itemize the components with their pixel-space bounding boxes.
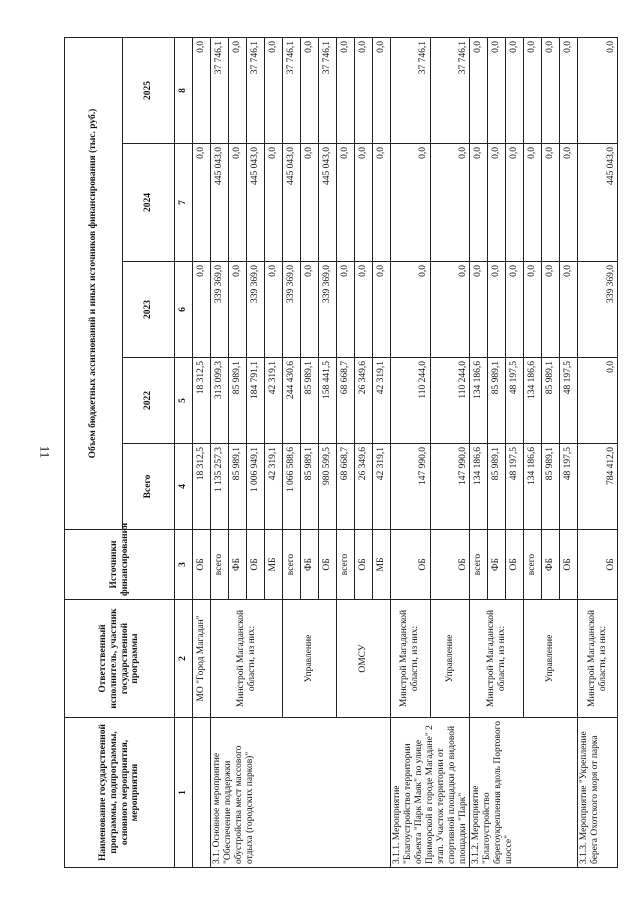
source-cell: всего (337, 530, 355, 600)
source-cell: всего (283, 530, 301, 600)
table-row (211, 37, 229, 867)
y2025-cell: 0,0 (193, 37, 211, 143)
source-cell: ОБ (319, 530, 337, 600)
executor-cell: Управление (524, 600, 578, 718)
source-cell: ОБ (355, 530, 373, 600)
source-cell: ОБ (193, 530, 211, 600)
rotated-sheet (64, 38, 616, 868)
source-cell: ФБ (301, 530, 319, 600)
y2025-cell: 0,0 (506, 37, 524, 143)
y2022-cell: 85 989,1 (229, 358, 247, 444)
header-total: Всего (123, 444, 175, 530)
col-num-4: 4 (175, 444, 193, 530)
y2023-cell: 0,0 (355, 262, 373, 358)
y2022-cell: 18 312,5 (193, 358, 211, 444)
source-cell: всего (524, 530, 542, 600)
col-num-7: 7 (175, 144, 193, 262)
y2023-cell: 0,0 (542, 262, 560, 358)
total-cell: 134 186,6 (470, 444, 488, 530)
header-2025: 2025 (123, 37, 175, 143)
executor-cell: Минстрой Магаданской области, из них: (470, 600, 524, 718)
executor-cell: МО "Город Магадан" (193, 600, 211, 718)
source-cell: всего (470, 530, 488, 600)
landscape-table-wrapper (64, 38, 616, 868)
y2023-cell: 0,0 (373, 262, 391, 358)
source-cell: всего (211, 530, 229, 600)
y2024-cell: 0,0 (430, 144, 470, 262)
executor-cell: Минстрой Магаданской области, из них: (578, 600, 618, 718)
y2025-cell: 37 746,1 (211, 37, 229, 143)
header-2023: 2023 (123, 262, 175, 358)
y2024-cell: 0,0 (470, 144, 488, 262)
y2024-cell: 0,0 (355, 144, 373, 262)
y2025-cell: 0,0 (265, 37, 283, 143)
y2025-cell: 0,0 (578, 37, 618, 143)
y2023-cell: 339 369,0 (319, 262, 337, 358)
y2022-cell: 134 186,6 (470, 358, 488, 444)
total-cell: 26 349,6 (355, 444, 373, 530)
total-cell: 1 066 588,6 (283, 444, 301, 530)
program-name-cell: 3.1.2. Мероприятие "Благоустройство берегоукрепления вдоль Портового шоссе" (470, 718, 578, 868)
source-cell: ФБ (488, 530, 506, 600)
y2022-cell: 68 668,7 (337, 358, 355, 444)
y2025-cell: 37 746,1 (319, 37, 337, 143)
y2024-cell: 445 043,0 (247, 144, 265, 262)
total-cell: 147 990,0 (391, 444, 431, 530)
y2024-cell: 0,0 (391, 144, 431, 262)
y2024-cell: 445 043,0 (578, 144, 618, 262)
total-cell: 42 319,1 (373, 444, 391, 530)
page-number: 11 (37, 445, 53, 459)
y2024-cell: 445 043,0 (211, 144, 229, 262)
y2024-cell: 0,0 (265, 144, 283, 262)
y2022-cell: 85 989,1 (488, 358, 506, 444)
table-row (470, 37, 488, 867)
y2022-cell: 48 197,5 (560, 358, 578, 444)
source-cell: МБ (265, 530, 283, 600)
y2025-cell: 0,0 (229, 37, 247, 143)
y2022-cell: 313 099,3 (211, 358, 229, 444)
table-row (578, 37, 618, 867)
y2025-cell: 0,0 (337, 37, 355, 143)
executor-cell: Управление (283, 600, 337, 718)
executor-cell: Минстрой Магаданской области, из них: (391, 600, 431, 718)
y2022-cell: 0,0 (578, 358, 618, 444)
total-cell: 980 599,5 (319, 444, 337, 530)
y2024-cell: 0,0 (524, 144, 542, 262)
funding-table (64, 37, 618, 868)
y2023-cell: 0,0 (488, 262, 506, 358)
source-cell: ОБ (578, 530, 618, 600)
y2024-cell: 0,0 (337, 144, 355, 262)
y2023-cell: 0,0 (265, 262, 283, 358)
y2023-cell: 0,0 (560, 262, 578, 358)
table-row (193, 37, 211, 867)
source-cell: ФБ (229, 530, 247, 600)
y2023-cell: 0,0 (506, 262, 524, 358)
program-name-cell (193, 718, 211, 868)
y2024-cell: 445 043,0 (283, 144, 301, 262)
y2025-cell: 37 746,1 (247, 37, 265, 143)
source-cell: ОБ (430, 530, 470, 600)
total-cell: 85 989,1 (229, 444, 247, 530)
total-cell: 1 135 257,3 (211, 444, 229, 530)
y2022-cell: 85 989,1 (301, 358, 319, 444)
y2023-cell: 0,0 (391, 262, 431, 358)
y2025-cell: 0,0 (470, 37, 488, 143)
y2023-cell: 0,0 (470, 262, 488, 358)
y2025-cell: 37 746,1 (283, 37, 301, 143)
y2023-cell: 339 369,0 (578, 262, 618, 358)
y2022-cell: 158 441,5 (319, 358, 337, 444)
table-row (391, 37, 431, 867)
y2024-cell: 0,0 (229, 144, 247, 262)
y2025-cell: 0,0 (524, 37, 542, 143)
header-2024: 2024 (123, 144, 175, 262)
y2025-cell: 0,0 (560, 37, 578, 143)
source-cell: ОБ (506, 530, 524, 600)
total-cell: 784 412,0 (578, 444, 618, 530)
y2022-cell: 110 244,0 (430, 358, 470, 444)
y2025-cell: 0,0 (301, 37, 319, 143)
y2023-cell: 0,0 (193, 262, 211, 358)
y2024-cell: 0,0 (193, 144, 211, 262)
y2023-cell: 339 369,0 (247, 262, 265, 358)
col-num-8: 8 (175, 37, 193, 143)
y2022-cell: 48 197,5 (506, 358, 524, 444)
total-cell: 85 989,1 (542, 444, 560, 530)
header-source: Источники финансирования (65, 530, 175, 600)
y2022-cell: 85 989,1 (542, 358, 560, 444)
total-cell: 48 197,5 (560, 444, 578, 530)
total-cell: 48 197,5 (506, 444, 524, 530)
executor-cell: Управление (430, 600, 470, 718)
y2023-cell: 339 369,0 (211, 262, 229, 358)
executor-cell: Минстрой Магаданской области, из них: (211, 600, 283, 718)
y2022-cell: 26 349,6 (355, 358, 373, 444)
y2022-cell: 110 244,0 (391, 358, 431, 444)
total-cell: 134 186,6 (524, 444, 542, 530)
program-name-cell: 3.1. Основное мероприятие "Обеспечение поддержки обустройства мест массового отдыха (городских парков)" (211, 718, 391, 868)
y2022-cell: 134 186,6 (524, 358, 542, 444)
program-name-cell: 3.1.1. Мероприятие "Благоустройство территории объекта "Парк Маяк" по улице Приморской в городе Магадане" 2 этап. Участок территории от спортивной площадки до видовой площадки "Парк" (391, 718, 470, 868)
y2023-cell: 0,0 (301, 262, 319, 358)
y2024-cell: 0,0 (560, 144, 578, 262)
y2023-cell: 0,0 (229, 262, 247, 358)
total-cell: 147 990,0 (430, 444, 470, 530)
header-2022: 2022 (123, 358, 175, 444)
source-cell: ОБ (247, 530, 265, 600)
col-num-2: 2 (175, 600, 193, 718)
y2023-cell: 0,0 (337, 262, 355, 358)
y2024-cell: 0,0 (506, 144, 524, 262)
y2022-cell: 42 319,1 (373, 358, 391, 444)
program-name-cell: 3.1.3. Мероприятие "Укрепление берега Охотского моря от парка (578, 718, 618, 868)
header-funding: Объем бюджетных ассигнований и иных источников финансирования (тыс. руб.) (65, 37, 123, 529)
y2025-cell: 0,0 (542, 37, 560, 143)
y2024-cell: 0,0 (488, 144, 506, 262)
total-cell: 85 989,1 (301, 444, 319, 530)
executor-cell: ОМСУ (337, 600, 391, 718)
y2022-cell: 42 319,1 (265, 358, 283, 444)
y2022-cell: 244 430,6 (283, 358, 301, 444)
total-cell: 42 319,1 (265, 444, 283, 530)
col-num-6: 6 (175, 262, 193, 358)
y2025-cell: 0,0 (355, 37, 373, 143)
total-cell: 85 989,1 (488, 444, 506, 530)
y2025-cell: 37 746,1 (430, 37, 470, 143)
source-cell: МБ (373, 530, 391, 600)
col-num-1: 1 (175, 718, 193, 868)
total-cell: 1 006 949,1 (247, 444, 265, 530)
total-cell: 18 312,5 (193, 444, 211, 530)
total-cell: 68 668,7 (337, 444, 355, 530)
y2024-cell: 0,0 (542, 144, 560, 262)
y2025-cell: 0,0 (373, 37, 391, 143)
y2024-cell: 0,0 (301, 144, 319, 262)
col-num-5: 5 (175, 358, 193, 444)
y2022-cell: 184 791,1 (247, 358, 265, 444)
y2023-cell: 0,0 (524, 262, 542, 358)
y2023-cell: 0,0 (430, 262, 470, 358)
y2025-cell: 37 746,1 (391, 37, 431, 143)
y2023-cell: 339 369,0 (283, 262, 301, 358)
source-cell: ФБ (542, 530, 560, 600)
y2024-cell: 445 043,0 (319, 144, 337, 262)
source-cell: ОБ (391, 530, 431, 600)
header-name: Наименование государственной программы, подпрограммы, основного мероприятия, мероприятия (65, 718, 175, 868)
header-executor: Ответственный исполнитель, участник государственной программы (65, 600, 175, 718)
y2024-cell: 0,0 (373, 144, 391, 262)
y2025-cell: 0,0 (488, 37, 506, 143)
col-num-3: 3 (175, 530, 193, 600)
source-cell: ОБ (560, 530, 578, 600)
